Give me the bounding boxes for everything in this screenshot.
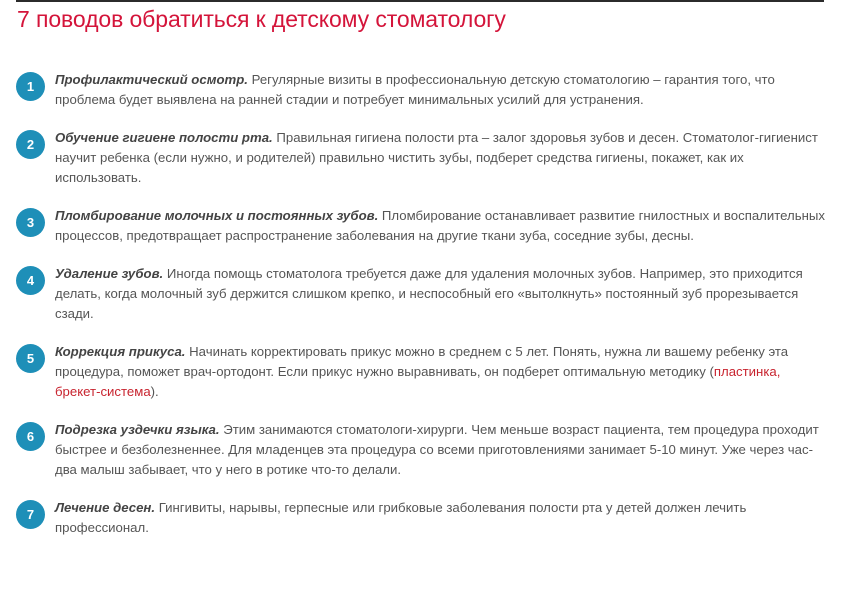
reason-text: Гингивиты, нарывы, герпесные или грибковые заболевания полости рта у детей должен лечить профессионал. bbox=[55, 500, 747, 535]
list-item bbox=[16, 342, 828, 402]
top-divider bbox=[16, 0, 824, 2]
number-badge: 4 bbox=[16, 266, 45, 295]
page-title: 7 поводов обратиться к детскому стоматологу bbox=[17, 6, 506, 32]
list-item bbox=[16, 70, 828, 110]
reason-text: Иногда помощь стоматолога требуется даже для удаления молочных зубов. Например, это приходится делать, когда молочный зуб держится слишком крепко, и неспособный его «вытолкнуть» постоянный зуб прорезывается сзади. bbox=[55, 266, 803, 321]
reason-text: Этим занимаются стоматологи-хирурги. Чем меньше возраст пациента, тем процедура проходит быстрее и безболезненнее. Для младенцев эта процедура со всеми приготовлениями занимает 5-10 минут. Уже через час-два малыш забывает, что у него в ротике что-то делали. bbox=[55, 422, 819, 477]
number-badge: 3 bbox=[16, 208, 45, 237]
reason-title: Коррекция прикуса. bbox=[55, 344, 186, 359]
reasons-list bbox=[16, 70, 828, 556]
reason-title: Лечение десен. bbox=[55, 500, 156, 515]
reason-title: Удаление зубов. bbox=[55, 266, 164, 281]
reason-text: Начинать корректировать прикус можно в среднем с 5 лет. Понять, нужна ли вашему ребенку эта процедура, поможет врач-ортодонт. Если прикус нужно выравнивать, он подберет оптимальную методику ( bbox=[55, 344, 789, 379]
list-item bbox=[16, 498, 828, 538]
braces-link[interactable]: брекет-система bbox=[55, 384, 151, 399]
reason-text: Регулярные визиты в профессиональную детскую стоматологию – гарантия того, что проблема будет выявлена на ранней стадии и потребует минимальных усилий для устранения. bbox=[55, 72, 775, 107]
number-badge: 1 bbox=[16, 72, 45, 101]
number-badge: 7 bbox=[16, 500, 45, 529]
reason-text-end: ). bbox=[150, 384, 159, 399]
list-item bbox=[16, 206, 828, 246]
number-badge: 5 bbox=[16, 344, 45, 373]
list-item bbox=[16, 420, 828, 480]
list-item bbox=[16, 264, 828, 324]
list-item bbox=[16, 128, 828, 188]
number-badge: 6 bbox=[16, 422, 45, 451]
reason-title: Профилактический осмотр. bbox=[55, 72, 248, 87]
reason-title: Обучение гигиене полости рта. bbox=[55, 130, 273, 145]
reason-text: Пломбирование останавливает развитие гнилостных и воспалительных процессов, предотвращает распространение заболевания на другие ткани зуба, соседние зубы, десны. bbox=[55, 208, 825, 243]
reason-text: Правильная гигиена полости рта – залог здоровья зубов и десен. Стоматолог-гигиенист научит ребенка (если нужно, и родителей) правильно чистить зубы, подберет средства гигиены, покажет, как их использовать. bbox=[55, 130, 818, 185]
link-separator: , bbox=[776, 364, 781, 379]
number-badge: 2 bbox=[16, 130, 45, 159]
reason-title: Пломбирование молочных и постоянных зубов. bbox=[55, 208, 379, 223]
plate-link[interactable]: пластинка bbox=[713, 364, 777, 379]
reason-title: Подрезка уздечки языка. bbox=[55, 422, 220, 437]
